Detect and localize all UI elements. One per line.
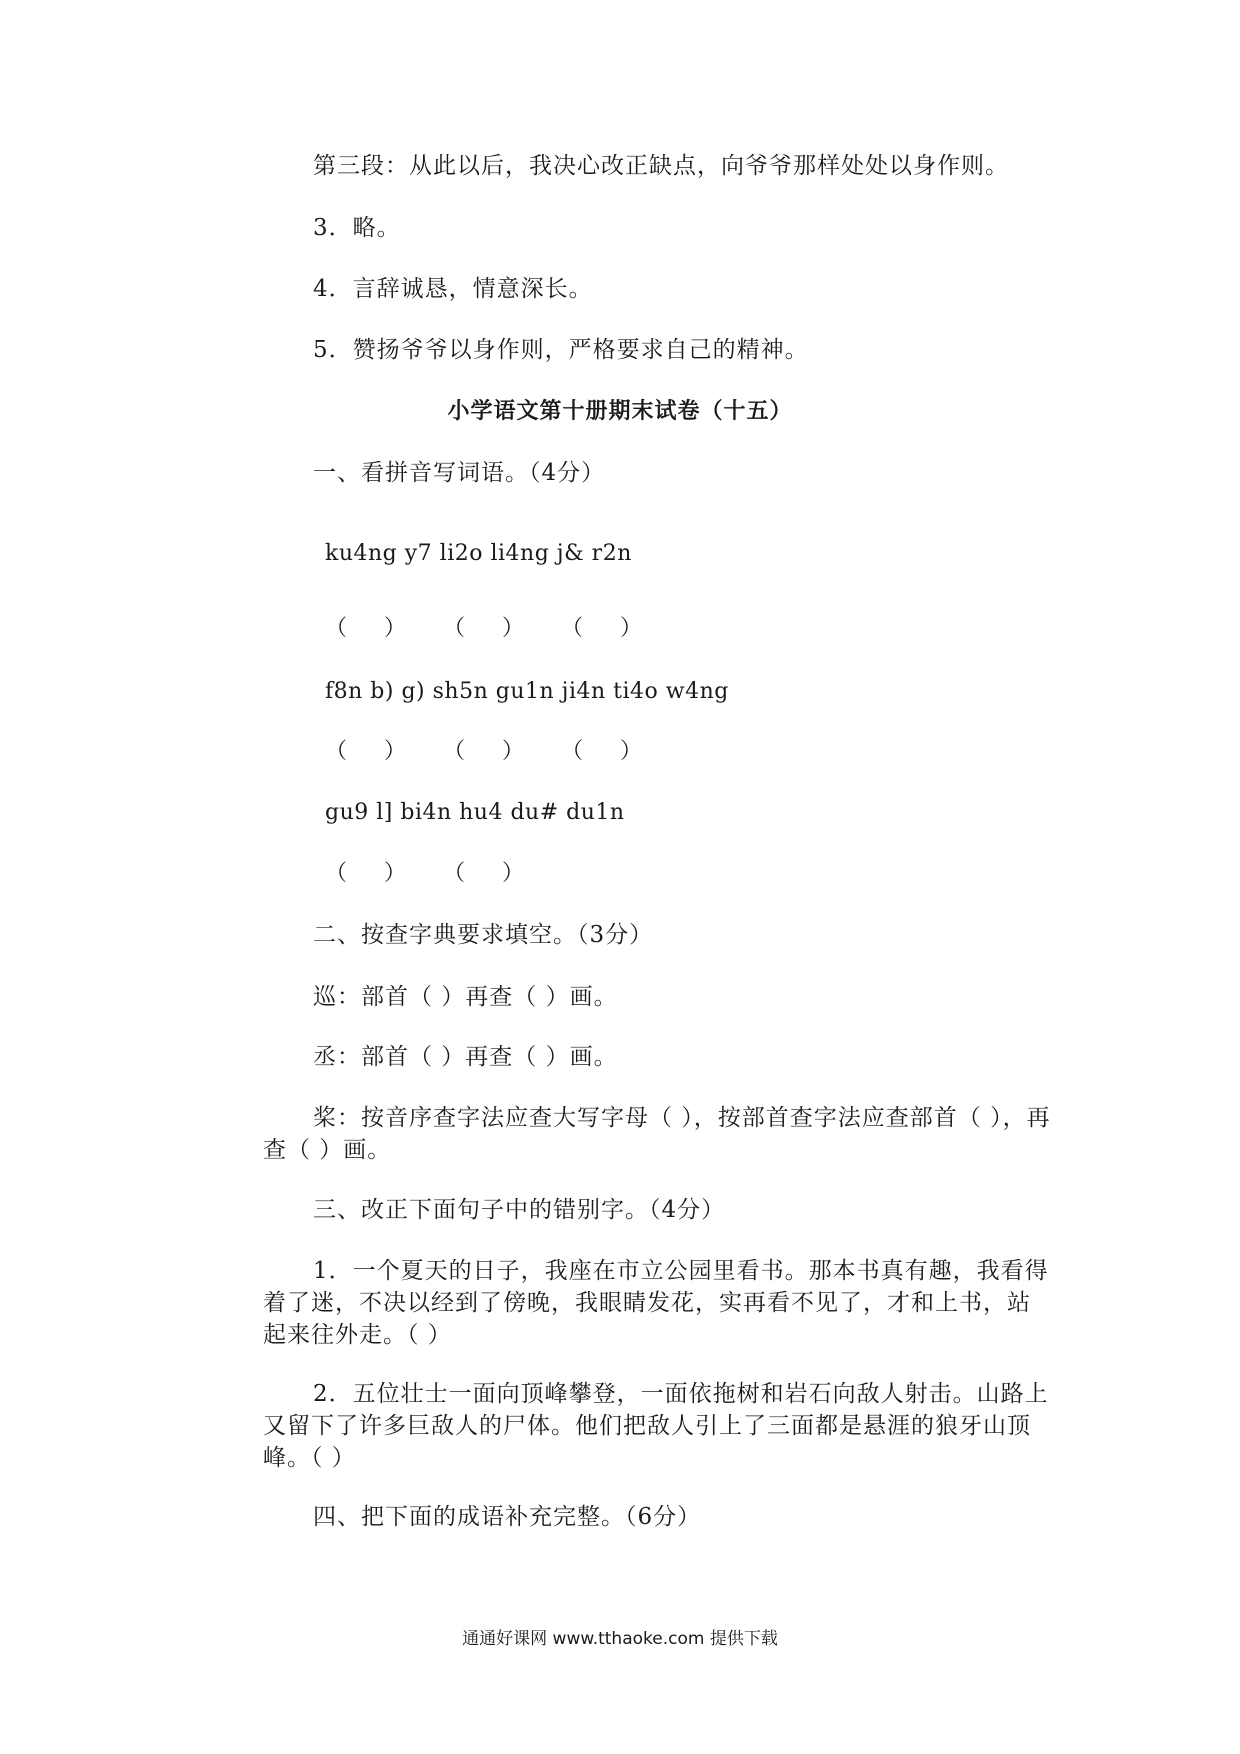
section-3-question-2: 2．五位壮士一面向顶峰攀登，一面依拖树和岩石向敌人射击。山路上又留下了许多巨敌人的尸体。他们把敌人引上了三面都是悬涯的狼牙山顶峰。（ ） xyxy=(263,1381,1049,1471)
pinyin-row-2: f8n b) g) sh5n gu1n ji4n ti4o w4ng xyxy=(325,679,729,704)
section-2-heading: 二、按查字典要求填空。（3分） xyxy=(313,922,654,948)
answer-paragraph-3: 第三段：从此以后，我决心改正缺点，向爷爷那样处处以身作则。 xyxy=(313,153,1009,179)
exam-title: 小学语文第十册期末试卷（十五） xyxy=(447,399,793,424)
blanks-row-1: （ ） （ ） （ ） xyxy=(325,616,643,641)
section-3-question-1: 1．一个夏天的日子，我座在市立公园里看书。那本书真有趣，我看得着了迷，不决以经到了傍晚，我眼睛发花，实再看不见了，才和上书，站起来往外走。（ ） xyxy=(263,1258,1049,1348)
section-2-question-3: 桨：按音序查字法应查大写字母（ ），按部首查字法应查部首（ ），再查（ ）画。 xyxy=(263,1105,1051,1163)
answer-item-3: 3．略。 xyxy=(313,215,401,241)
section-2-question-1: 巡：部首（ ）再查（ ）画。 xyxy=(313,984,618,1010)
answer-item-5: 5．赞扬爷爷以身作则，严格要求自己的精神。 xyxy=(313,337,809,363)
blanks-row-2: （ ） （ ） （ ） xyxy=(325,739,643,764)
section-4-heading: 四、把下面的成语补充完整。（6分） xyxy=(313,1504,702,1530)
answer-item-4: 4．言辞诚恳，情意深长。 xyxy=(313,276,593,302)
pinyin-row-3: gu9 l] bi4n hu4 du# du1n xyxy=(325,800,625,825)
section-1-heading: 一、看拼音写词语。（4分） xyxy=(313,460,606,486)
section-3-heading: 三、改正下面句子中的错别字。（4分） xyxy=(313,1197,726,1223)
pinyin-row-1: ku4ng y7 li2o li4ng j& r2n xyxy=(325,541,632,566)
section-2-question-2: 丞：部首（ ）再查（ ）画。 xyxy=(313,1044,618,1070)
blanks-row-3: （ ） （ ） xyxy=(325,861,525,886)
footer-text: 通通好课网 www.tthaoke.com 提供下载 xyxy=(462,1629,778,1649)
